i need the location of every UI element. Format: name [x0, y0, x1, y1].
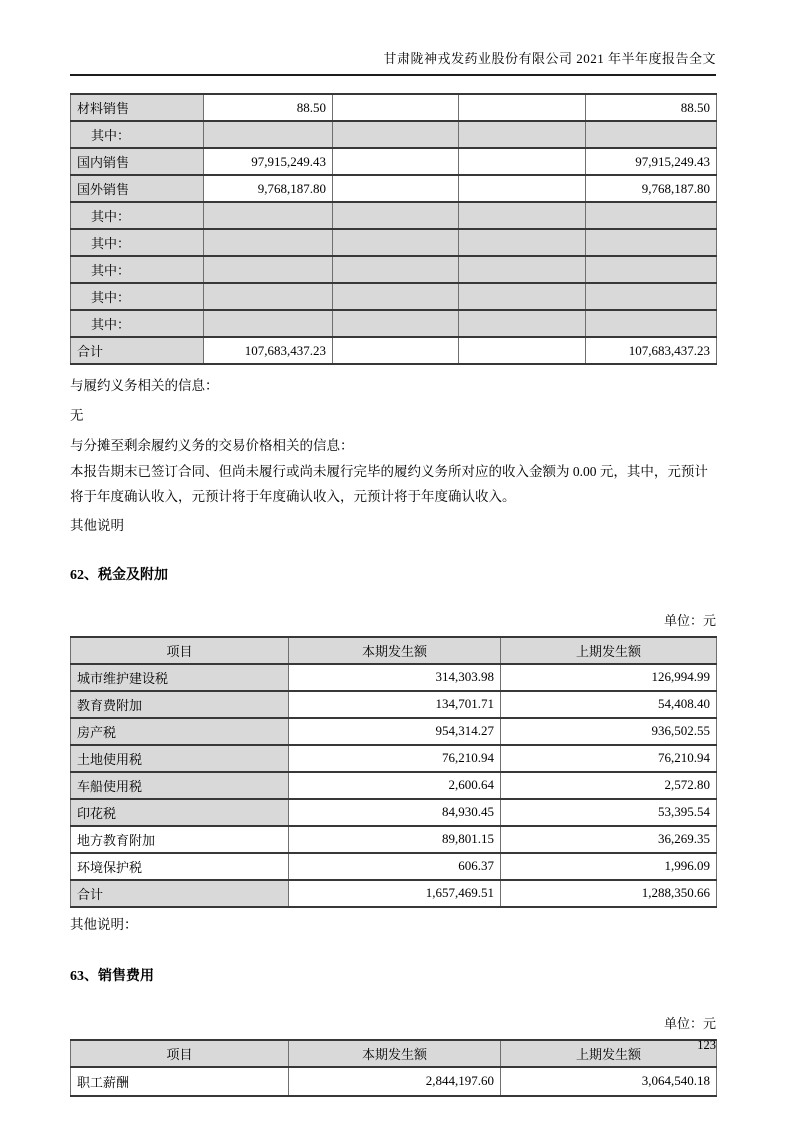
- row-label: 教育费附加: [71, 691, 289, 718]
- row-value: [204, 202, 333, 229]
- remaining-obligation-price-label: 与分摊至剩余履约义务的交易价格相关的信息：: [70, 438, 354, 453]
- table-row: [71, 148, 717, 175]
- row-value: [459, 283, 586, 310]
- row-current-value: 89,801.15: [289, 826, 501, 853]
- row-value: [586, 283, 717, 310]
- row-current-value: 2,600.64: [289, 772, 501, 799]
- row-value: [333, 283, 459, 310]
- row-value: 97,915,249.43: [204, 148, 333, 175]
- table-row: [71, 745, 717, 772]
- row-value: 9,768,187.80: [586, 175, 717, 202]
- table-header-row: [71, 1040, 717, 1067]
- column-header-prior: 上期发生额: [501, 1040, 717, 1067]
- row-current-value: 314,303.98: [289, 664, 501, 691]
- row-current-value: 76,210.94: [289, 745, 501, 772]
- table-row: [71, 799, 717, 826]
- row-current-value: 606.37: [289, 853, 501, 880]
- row-value: [586, 310, 717, 337]
- row-label: 地方教育附加: [71, 826, 289, 853]
- row-value: [459, 202, 586, 229]
- row-value: [459, 175, 586, 202]
- row-prior-value: 126,994.99: [501, 664, 717, 691]
- row-value: [459, 121, 586, 148]
- table-row-total: [71, 880, 717, 907]
- row-value: [333, 310, 459, 337]
- row-value: [459, 229, 586, 256]
- table-row: [71, 1067, 717, 1096]
- row-prior-value: 1,288,350.66: [501, 880, 717, 907]
- row-value: [333, 121, 459, 148]
- table-row: [71, 664, 717, 691]
- row-label: 材料销售: [71, 94, 204, 121]
- row-value: [586, 256, 717, 283]
- selling-expense-table: [70, 1039, 717, 1097]
- row-label: 城市维护建设税: [71, 664, 289, 691]
- row-current-value: 134,701.71: [289, 691, 501, 718]
- document-header-title: 甘肃陇神戎发药业股份有限公司 2021 年半年度报告全文: [70, 48, 716, 76]
- row-label: 国内销售: [71, 148, 204, 175]
- row-value: 88.50: [204, 94, 333, 121]
- row-value: [333, 202, 459, 229]
- row-label: 合计: [71, 337, 204, 364]
- tax-surcharge-table: [70, 636, 717, 908]
- column-header-current: 本期发生额: [289, 637, 501, 664]
- row-label: 印花税: [71, 799, 289, 826]
- row-value: [459, 310, 586, 337]
- row-value: [204, 283, 333, 310]
- row-prior-value: 54,408.40: [501, 691, 717, 718]
- row-label: 国外销售: [71, 175, 204, 202]
- row-value: [204, 121, 333, 148]
- row-current-value: 84,930.45: [289, 799, 501, 826]
- performance-obligation-info-value: 无: [70, 408, 84, 423]
- row-label: 其中：: [71, 202, 204, 229]
- row-label: 房产税: [71, 718, 289, 745]
- other-note-label: 其他说明：: [70, 916, 138, 932]
- column-header-prior: 上期发生额: [501, 637, 717, 664]
- row-value: [204, 256, 333, 283]
- table-row: [71, 283, 717, 310]
- row-value: 9,768,187.80: [204, 175, 333, 202]
- section-heading-tax: 62、税金及附加: [70, 567, 168, 583]
- row-prior-value: 2,572.80: [501, 772, 717, 799]
- table-row: [71, 256, 717, 283]
- table-row: [71, 772, 717, 799]
- row-value: [333, 337, 459, 364]
- row-label: 其中：: [71, 121, 204, 148]
- row-value: [459, 337, 586, 364]
- row-current-value: 1,657,469.51: [289, 880, 501, 907]
- table-row: [71, 826, 717, 853]
- unit-label: 单位：元: [663, 1015, 716, 1031]
- row-value: 97,915,249.43: [586, 148, 717, 175]
- table-row-total: [71, 337, 717, 364]
- table-row: [71, 229, 717, 256]
- row-prior-value: 53,395.54: [501, 799, 717, 826]
- row-value: [333, 256, 459, 283]
- row-label: 其中：: [71, 310, 204, 337]
- row-value: 88.50: [586, 94, 717, 121]
- row-current-value: 2,844,197.60: [289, 1067, 501, 1096]
- row-label: 职工薪酬: [71, 1067, 289, 1096]
- table-row: [71, 202, 717, 229]
- row-label: 合计: [71, 880, 289, 907]
- table-row: [71, 94, 717, 121]
- row-prior-value: 1,996.09: [501, 853, 717, 880]
- table-header-row: [71, 637, 717, 664]
- row-value: 107,683,437.23: [204, 337, 333, 364]
- table-row: [71, 718, 717, 745]
- row-value: [204, 310, 333, 337]
- row-value: 107,683,437.23: [586, 337, 717, 364]
- table-row: [71, 310, 717, 337]
- row-value: [204, 229, 333, 256]
- row-value: [333, 94, 459, 121]
- revenue-breakdown-table: [70, 93, 717, 365]
- row-value: [459, 148, 586, 175]
- table-row: [71, 691, 717, 718]
- row-label: 其中：: [71, 283, 204, 310]
- column-header-item: 项目: [71, 1040, 289, 1067]
- other-note-label: 其他说明: [70, 517, 124, 533]
- row-value: [333, 229, 459, 256]
- row-label: 其中：: [71, 256, 204, 283]
- page-number: 123: [697, 1038, 716, 1052]
- column-header-item: 项目: [71, 637, 289, 664]
- row-prior-value: 76,210.94: [501, 745, 717, 772]
- row-current-value: 954,314.27: [289, 718, 501, 745]
- row-label: 车船使用税: [71, 772, 289, 799]
- table-row: [71, 175, 717, 202]
- row-label: 其中：: [71, 229, 204, 256]
- row-value: [586, 202, 717, 229]
- remaining-obligation-paragraph: 本报告期末已签订合同、但尚未履行或尚未履行完毕的履约义务所对应的收入金额为 0.00 元，其中，元预计将于年度确认收入，元预计将于年度确认收入，元预计将于年度确认收入。: [70, 464, 708, 504]
- row-label: 环境保护税: [71, 853, 289, 880]
- section-heading-selling-expense: 63、销售费用: [70, 968, 154, 984]
- row-label: 土地使用税: [71, 745, 289, 772]
- row-prior-value: 36,269.35: [501, 826, 717, 853]
- row-prior-value: 3,064,540.18: [501, 1067, 717, 1096]
- row-value: [459, 94, 586, 121]
- row-value: [333, 175, 459, 202]
- performance-obligation-info-label: 与履约义务相关的信息：: [70, 378, 219, 393]
- row-value: [459, 256, 586, 283]
- unit-label: 单位：元: [663, 612, 716, 628]
- row-value: [586, 121, 717, 148]
- row-value: [586, 229, 717, 256]
- column-header-current: 本期发生额: [289, 1040, 501, 1067]
- table-row: [71, 121, 717, 148]
- row-prior-value: 936,502.55: [501, 718, 717, 745]
- table-row: [71, 853, 717, 880]
- row-value: [333, 148, 459, 175]
